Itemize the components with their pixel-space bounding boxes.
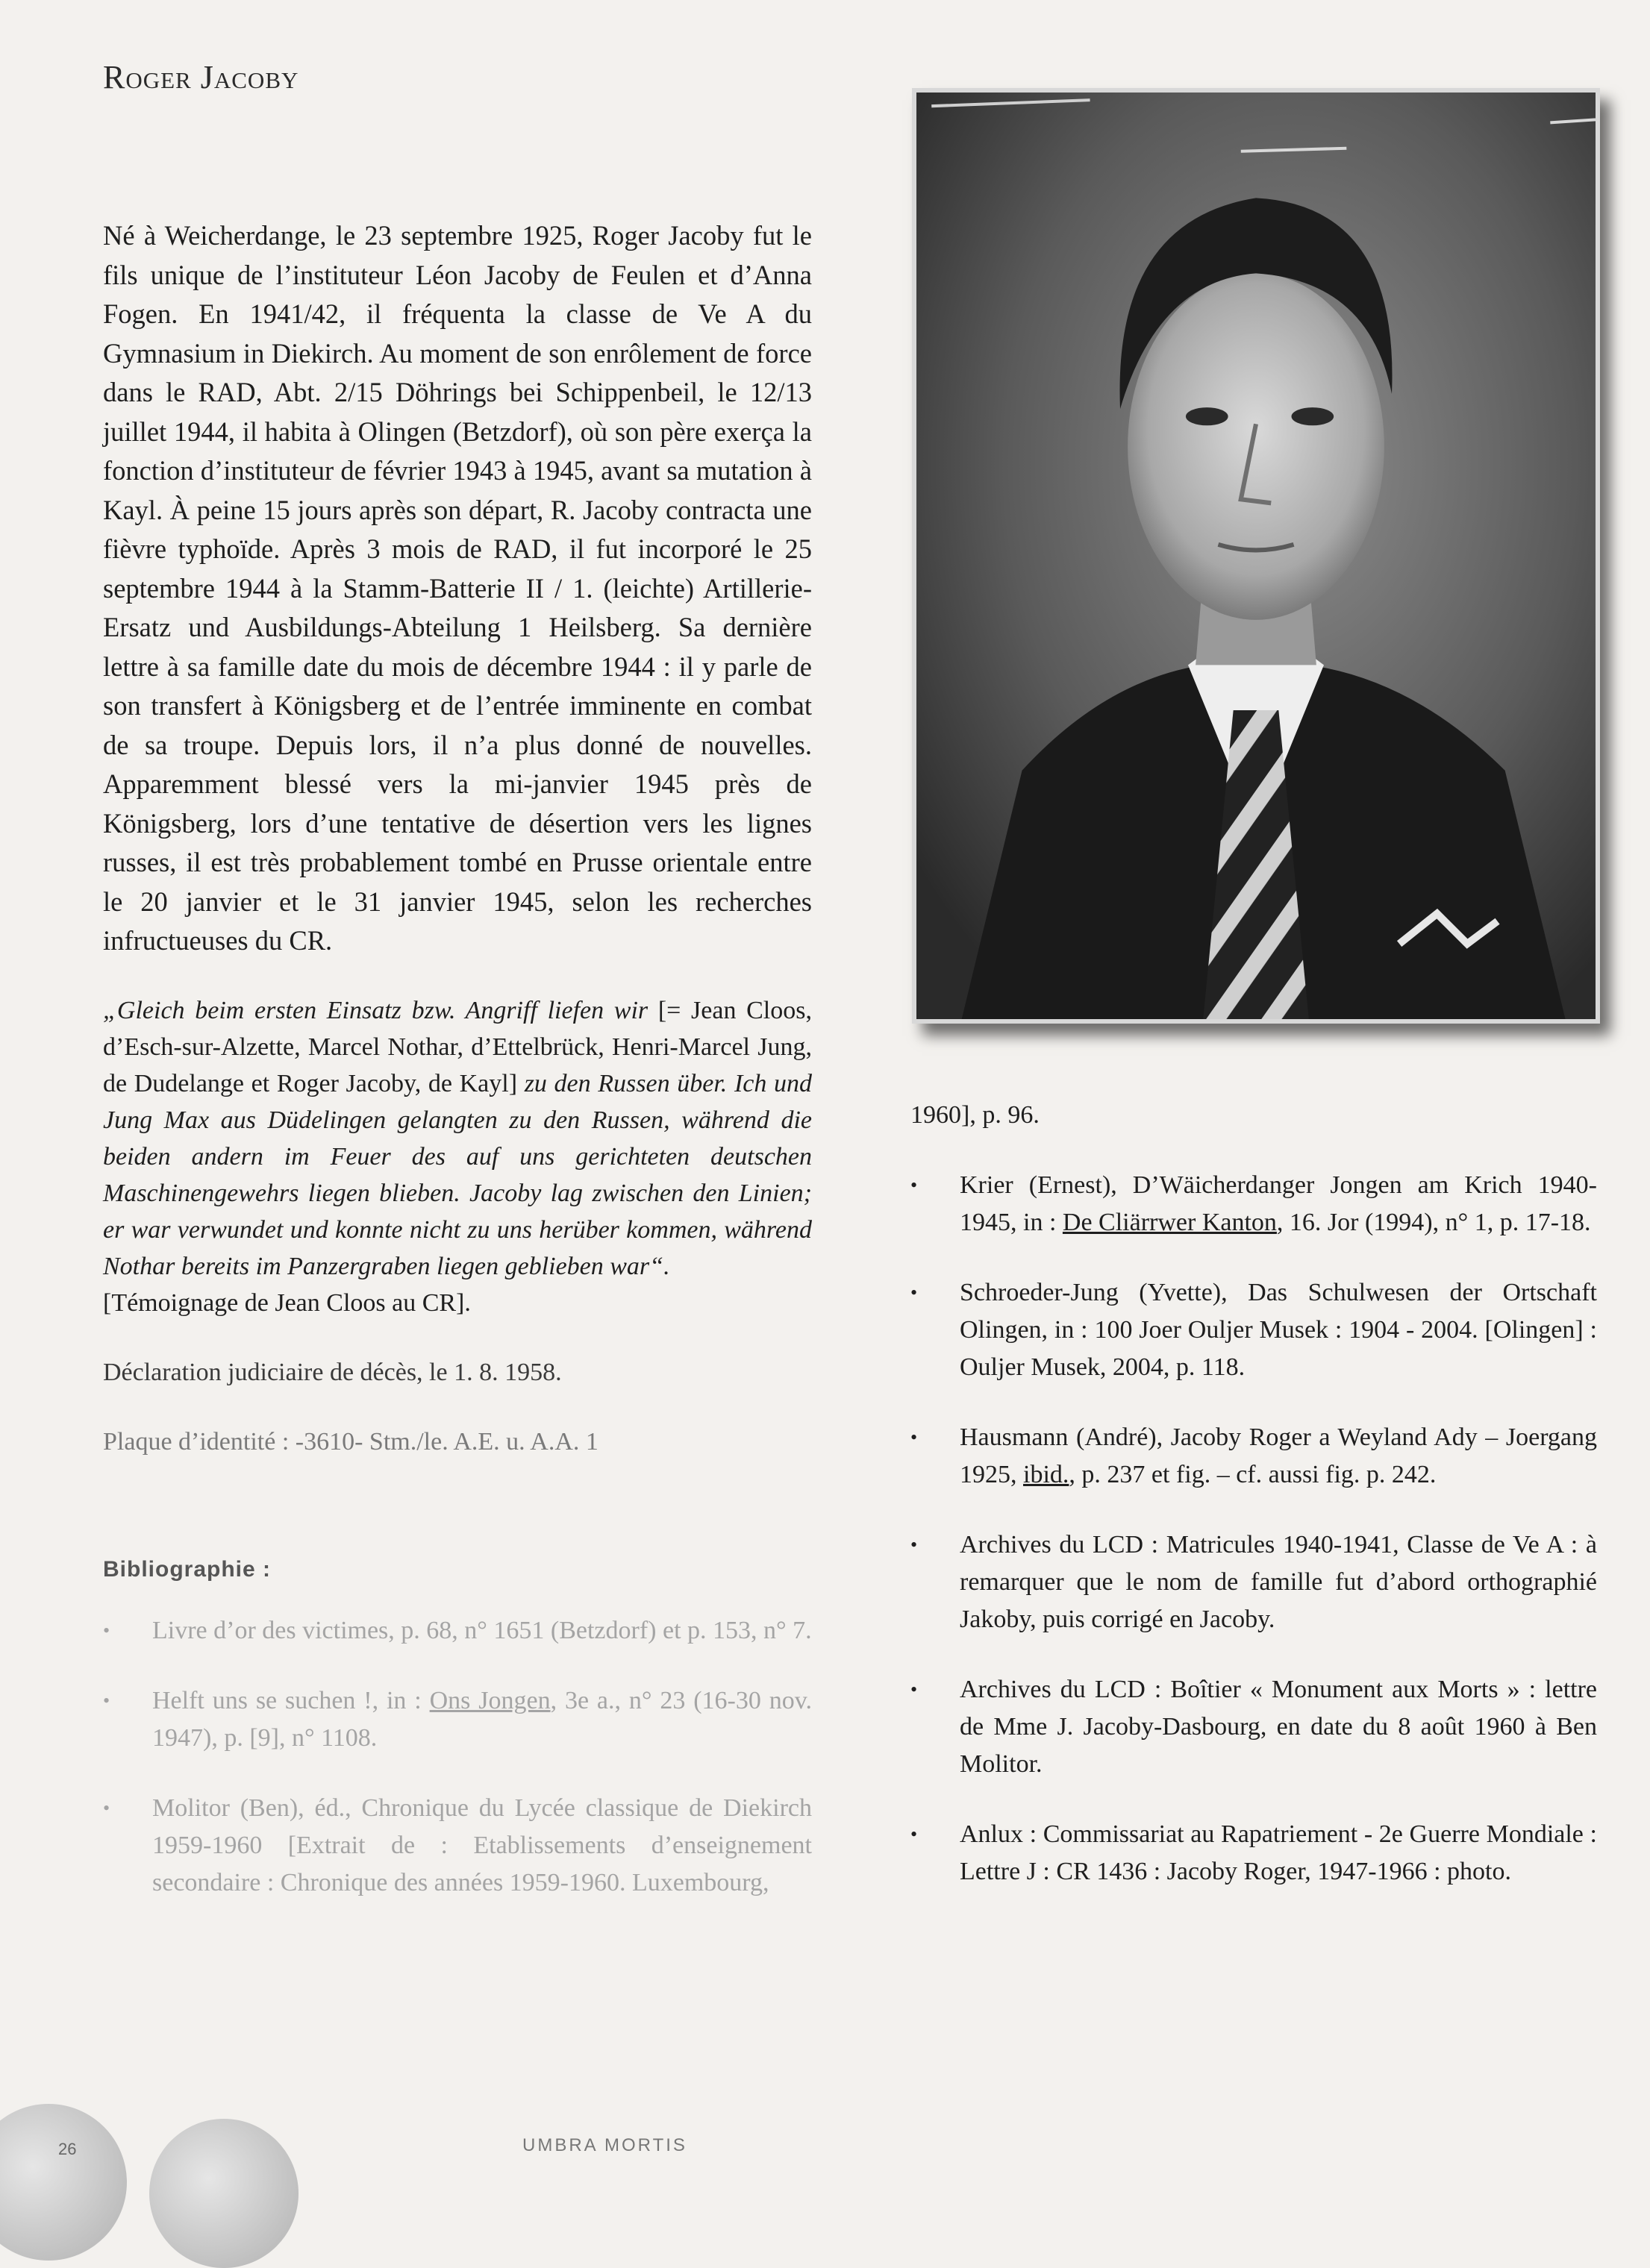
portrait-photo bbox=[912, 88, 1600, 1024]
quote-source: [Témoignage de Jean Cloos au CR]. bbox=[103, 1288, 471, 1317]
footer-decoration bbox=[0, 2104, 127, 2261]
testimony-quote bbox=[103, 992, 812, 1321]
bullet-icon: • bbox=[910, 1534, 918, 1556]
bullet-icon: • bbox=[910, 1679, 918, 1700]
quote-insert: [= Jean Cloos, d’Esch-sur-Alzette, Marcel Nothar, d’Ettelbrück, Henri-Marcel Jung, de Dudelange et Roger Jacoby, de Kayl] bbox=[103, 996, 812, 1097]
bibliography-text: Livre d’or des victimes, p. 68, n° 1651 (Betzdorf) et p. 153, n° 7. bbox=[152, 1616, 812, 1644]
bullet-icon: • bbox=[103, 1689, 110, 1711]
bullet-icon: • bbox=[910, 1282, 918, 1303]
bibliography-item bbox=[103, 1612, 812, 1650]
left-column bbox=[103, 216, 812, 1935]
bibliography-text: , 3e a., n° 23 (16-30 nov. 1947), p. [9], n° 1108. bbox=[152, 1686, 813, 1752]
bibliography-text: Krier (Ernest), D’Wäicherdanger Jongen am Krich 1940-1945, in : bbox=[960, 1171, 1597, 1236]
bibliography-text: Molitor (Ben), éd., Chronique du Lycée classique de Diekirch 1959-1960 [Extrait de : Etablissements d’enseignement secondaire : Chronique des années 1959-1960. Luxembourg, bbox=[152, 1794, 812, 1896]
bibliography-text: , 16. Jor (1994), n° 1, p. 17-18. bbox=[1276, 1209, 1591, 1236]
title-first-name: Roger bbox=[103, 59, 192, 95]
bibliography-list-right bbox=[910, 1167, 1597, 1890]
quote-rest: zu den Russen über. Ich und Jung Max aus Düdelingen gelangten zu den Russen, während die beiden andern im Feuer des auf uns gerichteten deutschen Maschinengewehrs liegen blieben. Jacoby lag zwischen den Linien; er war verwundet und konnte nicht zu uns herüber kommen, während Nothar bereits im Panzergraben liegen geblieben war“. bbox=[103, 1069, 812, 1280]
declaration-of-death: Déclaration judiciaire de décès, le 1. 8. 1958. bbox=[103, 1358, 562, 1386]
portrait-photo-image bbox=[916, 93, 1596, 1019]
bullet-icon: • bbox=[910, 1823, 918, 1845]
bibliography-text: Hausmann (André), Jacoby Roger a Weyland Ady – Joergang 1925, bbox=[960, 1423, 1597, 1488]
bullet-icon: • bbox=[910, 1426, 918, 1448]
bibliography-continuation: 1960], p. 96. bbox=[910, 1101, 1040, 1129]
bibliography-text: Archives du LCD : Matricules 1940-1941, Classe de Ve A : à remarquer que le nom de famille fut d’abord orthographié Jakoby, puis corrigé en Jacoby. bbox=[960, 1531, 1597, 1633]
bibliography-text: Anlux : Commissariat au Rapatriement - 2e Guerre Mondiale : Lettre J : CR 1436 : Jacoby Roger, 1947-1966 : photo. bbox=[960, 1820, 1597, 1885]
quote-open: „Gleich beim ersten Einsatz bzw. Angriff liefen wir bbox=[103, 996, 649, 1024]
footer-decoration bbox=[149, 2119, 299, 2268]
running-title: UMBRA MORTIS bbox=[522, 2135, 687, 2155]
bibliography-item bbox=[910, 1419, 1597, 1494]
biography-paragraph: Né à Weicherdange, le 23 septembre 1925, Roger Jacoby fut le fils unique de l’instituteur Léon Jacoby de Feulen et d’Anna Fogen. En 1941/42, il fréquenta la classe de Ve A du Gymnasium in Diekirch. Au moment de son enrôlement de force dans le RAD, Abt. 2/15 Döhrings bei Schippenbeil, le 12/13 juillet 1944, il habita à Olingen (Betzdorf), où son père exerça la fonction d’instituteur de février 1943 à 1945, avant sa mutation à Kayl. À peine 15 jours après son départ, R. Jacoby contracta une fièvre typhoïde. Après 3 mois de RAD, il fut incorporé le 25 septembre 1944 à la Stamm-Batterie II / 1. (leichte) Artillerie-Ersatz und Ausbildungs-Abteilung 1 Heilsberg. Sa dernière lettre à sa famille date du mois de décembre 1944 : il y parle de son transfert à Königsberg et de l’entrée imminente en combat de sa troupe. Depuis lors, il n’a plus donné de nouvelles. Apparemment blessé vers la mi-janvier 1945 près de Königsberg, lors d’une tentative de désertion vers les lignes russes, il est très probablement tombé en Prusse orientale entre le 20 janvier et le 31 janvier 1945, selon les recherches infructueuses du CR. bbox=[103, 220, 812, 956]
right-column bbox=[910, 1097, 1597, 1923]
bullet-icon: • bbox=[103, 1796, 110, 1819]
bibliography-text: Archives du LCD : Boîtier « Monument aux Morts » : lettre de Mme J. Jacoby-Dasbourg, en date du 8 août 1960 à Ben Molitor. bbox=[960, 1676, 1597, 1778]
page-title bbox=[103, 58, 299, 96]
bibliography-item bbox=[910, 1167, 1597, 1241]
bullet-icon: • bbox=[103, 1619, 110, 1641]
bibliography-list-left bbox=[103, 1612, 812, 1902]
bibliography-item bbox=[910, 1671, 1597, 1783]
identity-plate: Plaque d’identité : -3610- Stm./le. A.E. u. A.A. 1 bbox=[103, 1427, 599, 1456]
bibliography-link[interactable]: Ons Jongen bbox=[429, 1686, 551, 1714]
bibliography-text: , p. 237 et fig. – cf. aussi fig. p. 242. bbox=[1069, 1461, 1437, 1488]
bibliography-item bbox=[910, 1526, 1597, 1638]
bibliography-item bbox=[910, 1274, 1597, 1386]
bibliography-heading: Bibliographie : bbox=[103, 1556, 271, 1582]
bibliography-item bbox=[103, 1682, 812, 1757]
page-number: 26 bbox=[58, 2140, 77, 2158]
title-last-name: Jacoby bbox=[200, 59, 299, 95]
bibliography-link[interactable]: ibid. bbox=[1023, 1461, 1069, 1488]
bibliography-item bbox=[103, 1790, 812, 1902]
bibliography-text: Helft uns se suchen !, in : bbox=[152, 1686, 430, 1714]
bibliography-item bbox=[910, 1816, 1597, 1890]
bibliography-text: Schroeder-Jung (Yvette), Das Schulwesen der Ortschaft Olingen, in : 100 Joer Ouljer Musek : 1904 - 2004. [Olingen] : Ouljer Musek, 2004, p. 118. bbox=[960, 1279, 1597, 1381]
bullet-icon: • bbox=[910, 1174, 918, 1196]
bibliography-link[interactable]: De Cliärrwer Kanton bbox=[1062, 1209, 1277, 1236]
